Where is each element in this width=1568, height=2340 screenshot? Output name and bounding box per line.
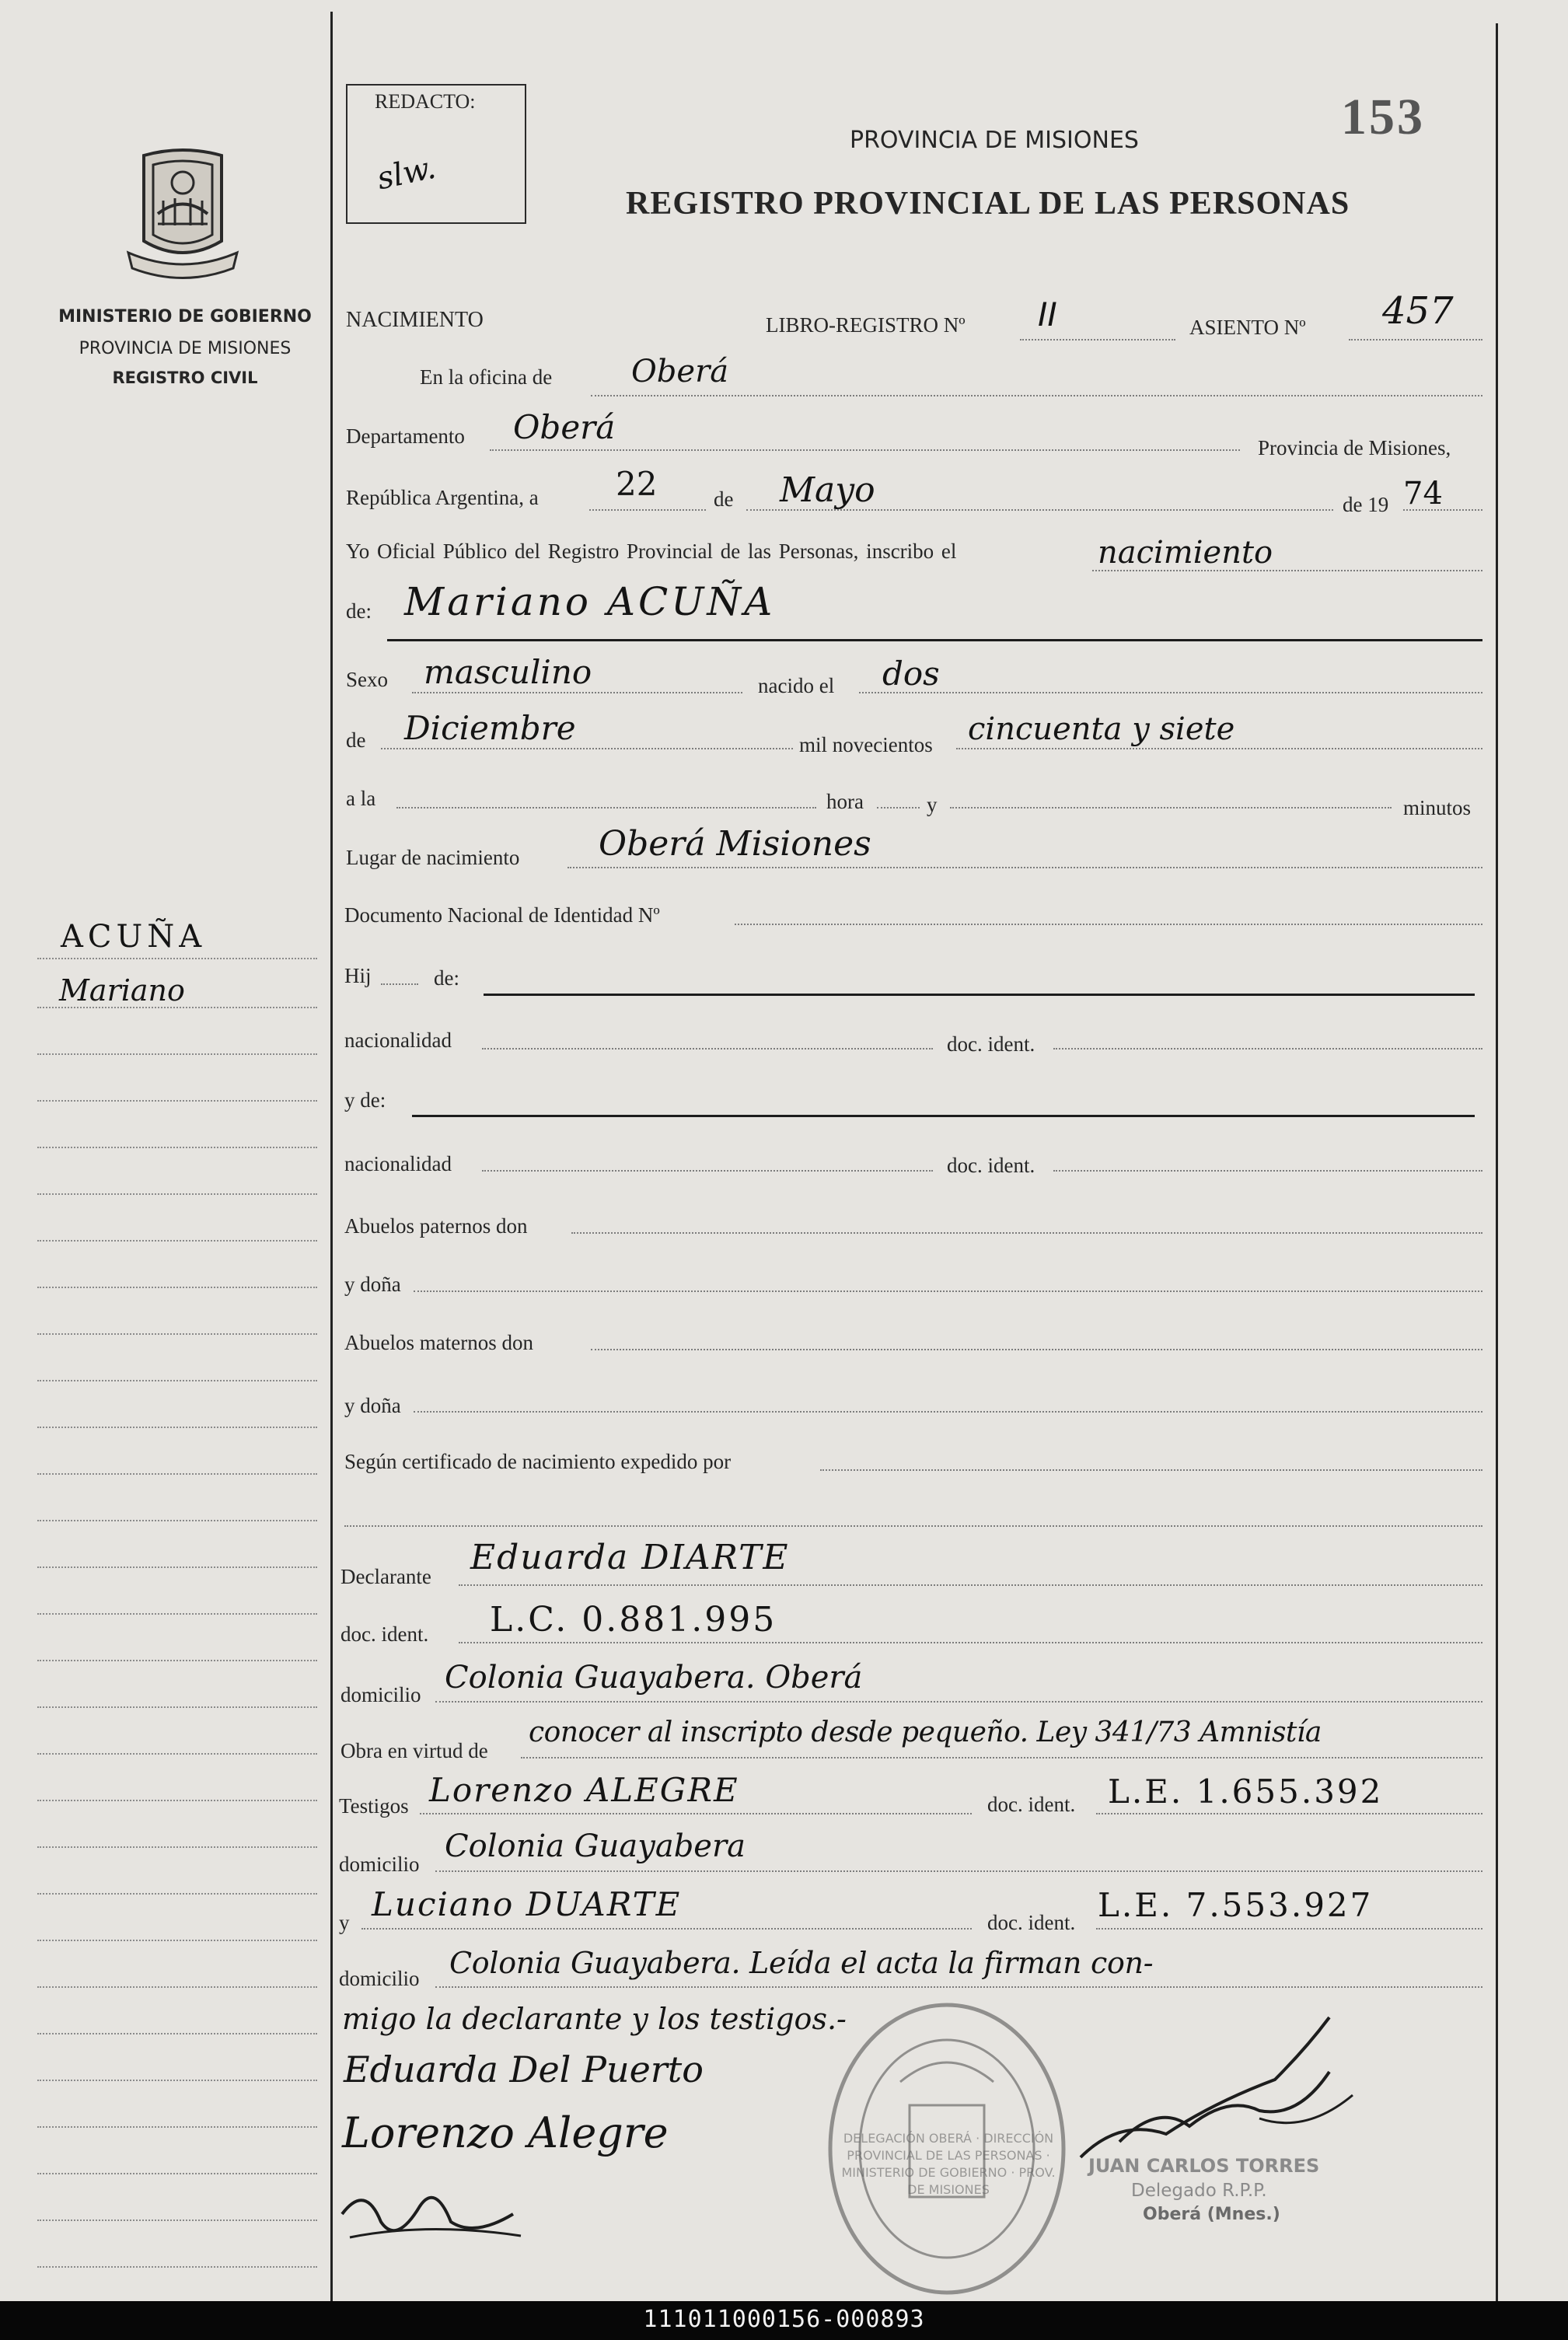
de-colon-label: de: — [346, 599, 372, 623]
domicilio-t1-rule — [435, 1870, 1482, 1872]
minutos-rule — [950, 807, 1392, 809]
nacionalidad-1-rule — [482, 1048, 933, 1050]
margin-rule — [37, 1007, 317, 1008]
republica-label: República Argentina, a — [346, 486, 539, 509]
dni-label: Documento Nacional de Identidad Nº — [344, 903, 660, 927]
dia-value: 22 — [616, 465, 658, 503]
closing-text: migo la declarante y los testigos.- — [342, 2002, 847, 2036]
segun-label: Según certificado de nacimiento expedido por — [344, 1450, 732, 1473]
sexo-label: Sexo — [346, 668, 388, 691]
declarante-value: Eduarda DIARTE — [470, 1538, 790, 1577]
doc-ident-t2-value: L.E. 7.553.927 — [1098, 1886, 1374, 1924]
hora-label: hora — [826, 790, 864, 813]
departamento-rule — [490, 449, 1240, 451]
obra-rule — [521, 1757, 1482, 1758]
signature-testigo-2 — [334, 2167, 536, 2253]
a-la-label: a la — [346, 787, 376, 810]
doc-ident-t1-value: L.E. 1.655.392 — [1108, 1772, 1384, 1811]
margin-rule — [37, 2033, 317, 2034]
margin-rule — [37, 2126, 317, 2128]
domicilio-t1-label: domicilio — [339, 1853, 420, 1876]
ministry-province: PROVINCIA DE MISIONES — [79, 339, 292, 358]
margin-rule — [37, 2080, 317, 2081]
margin-rule — [37, 1427, 317, 1428]
anio-nac-value: cincuenta y siete — [968, 711, 1235, 747]
domicilio-decl-label: domicilio — [340, 1683, 421, 1706]
official-role: Delegado R.P.P. — [1131, 2181, 1267, 2201]
testigo1-value: Lorenzo ALEGRE — [429, 1771, 739, 1809]
nacido-rule — [859, 692, 1482, 693]
margin-rule — [37, 1566, 317, 1568]
right-border-line — [1496, 23, 1498, 2301]
declarante-rule — [459, 1584, 1482, 1586]
abuelos-maternos-label: Abuelos maternos don — [344, 1331, 533, 1354]
dona-materna-rule — [414, 1411, 1482, 1413]
dia-rule — [589, 509, 706, 511]
nacionalidad-2-rule — [482, 1170, 933, 1172]
testigos-label: Testigos — [339, 1794, 409, 1818]
doc-ident-t1-label: doc. ident. — [987, 1793, 1076, 1816]
doc-ident-t1-rule — [1096, 1813, 1482, 1814]
page-number: 153 — [1341, 89, 1425, 145]
mes-nac-rule — [381, 748, 793, 749]
declarante-label: Declarante — [340, 1565, 431, 1588]
signature-testigo: Lorenzo Alegre — [342, 2108, 669, 2157]
margin-given-name: Mariano — [59, 973, 185, 1008]
official-signature — [1073, 2002, 1399, 2173]
doc-ident-2-label: doc. ident. — [947, 1154, 1035, 1177]
domicilio-t2-label: domicilio — [339, 1967, 420, 1990]
doc-ident-2-rule — [1053, 1170, 1482, 1172]
lugar-rule — [567, 867, 1482, 868]
oficina-rule — [591, 395, 1482, 396]
ministry-civil-registry: REGISTRO CIVIL — [112, 368, 258, 387]
sexo-value: masculino — [424, 653, 592, 691]
domicilio-decl-value: Colonia Guayabera. Oberá — [445, 1660, 863, 1696]
margin-rule — [37, 1100, 317, 1102]
acto-value: nacimiento — [1098, 535, 1273, 571]
signature-declarante: Eduarda Del Puerto — [344, 2048, 704, 2090]
testigo1-rule — [420, 1813, 972, 1814]
libro-label: LIBRO-REGISTRO Nº — [766, 313, 966, 337]
margin-rule — [37, 1333, 317, 1335]
segun-rule — [820, 1469, 1482, 1471]
anio-rule — [1403, 509, 1482, 511]
mes-nac-value: Diciembre — [404, 709, 576, 747]
hora-rule-2 — [877, 807, 920, 809]
margin-rule — [37, 1053, 317, 1055]
margin-divider-line — [330, 12, 333, 2301]
margin-rule — [37, 1380, 317, 1381]
doc-ident-t2-label: doc. ident. — [987, 1911, 1076, 1934]
hij-label: Hij — [344, 964, 372, 987]
ministry-title: MINISTERIO DE GOBIERNO — [58, 307, 312, 327]
margin-rule — [37, 1240, 317, 1242]
mes-value: Mayo — [780, 470, 875, 510]
anio-value: 74 — [1403, 476, 1443, 512]
de-label: de — [714, 487, 734, 511]
margin-rule — [37, 1473, 317, 1475]
abuelos-maternos-rule — [591, 1349, 1482, 1350]
nombre-rule — [387, 639, 1482, 641]
dni-rule — [735, 924, 1482, 925]
domicilio-t1-value: Colonia Guayabera — [445, 1828, 746, 1864]
margin-rule — [37, 1800, 317, 1801]
record-type: NACIMIENTO — [346, 308, 484, 332]
segun-rule-2 — [344, 1525, 1482, 1527]
redacto-initials: slw. — [374, 149, 439, 197]
asiento-rule — [1349, 339, 1482, 341]
y-de-label: y de: — [344, 1088, 386, 1112]
nombre-value: Mariano ACUÑA — [404, 579, 776, 624]
margin-surname: ACUÑA — [61, 919, 207, 955]
libro-value: II — [1038, 295, 1057, 334]
margin-rule — [37, 1520, 317, 1521]
coat-of-arms-emblem — [120, 148, 245, 284]
margin-rule — [37, 1706, 317, 1708]
margin-rule — [37, 1753, 317, 1755]
mil-novecientos-label: mil novecientos — [799, 733, 933, 756]
asiento-value: 457 — [1382, 289, 1454, 333]
doc-ident-1-label: doc. ident. — [947, 1032, 1035, 1056]
domicilio-t2-rule — [435, 1986, 1482, 1988]
hij-de-label: de: — [434, 966, 459, 990]
domicilio-t2-value: Colonia Guayabera. Leída el acta la firman con- — [449, 1946, 1154, 1980]
margin-rule — [37, 2173, 317, 2174]
libro-rule — [1020, 339, 1175, 341]
margin-rule — [37, 2266, 317, 2268]
y-testigo-label: y — [339, 1911, 350, 1934]
doc-ident-decl-value: L.C. 0.881.995 — [490, 1600, 777, 1640]
minutos-label: minutos — [1403, 796, 1472, 819]
margin-rule — [37, 1287, 317, 1288]
margin-rule — [37, 2220, 317, 2221]
footer-identifier: 111011000156-000893 — [643, 2306, 925, 2333]
testigo2-value: Luciano DUARTE — [372, 1885, 682, 1923]
domicilio-decl-rule — [435, 1701, 1482, 1703]
y-label: y — [927, 793, 938, 816]
doc-ident-t2-rule — [1096, 1928, 1482, 1930]
margin-rule — [37, 1940, 317, 1941]
de2-label: de — [346, 728, 366, 752]
margin-rule — [37, 1660, 317, 1661]
margin-rule — [37, 1846, 317, 1848]
doc-ident-1-rule — [1053, 1048, 1482, 1050]
dona-materna-label: y doña — [344, 1394, 401, 1417]
nacido-label: nacido el — [758, 674, 835, 697]
asiento-label: ASIENTO Nº — [1189, 316, 1306, 339]
province-heading: PROVINCIA DE MISIONES — [850, 127, 1139, 154]
doc-ident-decl-label: doc. ident. — [340, 1622, 429, 1646]
official-place: Oberá (Mnes.) — [1143, 2205, 1280, 2224]
nacionalidad-1-label: nacionalidad — [344, 1029, 452, 1052]
nacionalidad-2-label: nacionalidad — [344, 1152, 452, 1175]
sexo-rule — [412, 692, 742, 693]
margin-rule — [37, 958, 317, 959]
seal-text: DELEGACIÓN OBERÁ · DIRECCIÓN PROVINCIAL DE LAS PERSONAS · MINISTERIO DE GOBIERNO · PROV. DE MISIONES — [841, 2131, 1056, 2197]
departamento-label: Departamento — [346, 424, 465, 448]
hora-rule-1 — [396, 807, 816, 809]
margin-rule — [37, 1986, 317, 1988]
registry-title: REGISTRO PROVINCIAL DE LAS PERSONAS — [626, 186, 1350, 222]
doc-ident-decl-rule — [459, 1642, 1482, 1643]
lugar-label: Lugar de nacimiento — [346, 846, 520, 869]
margin-rule — [37, 1613, 317, 1615]
lugar-value: Oberá Misiones — [599, 824, 871, 864]
nacido-value: dos — [882, 655, 940, 693]
official-name: JUAN CARLOS TORRES — [1088, 2155, 1320, 2177]
oficina-value: Oberá — [631, 354, 729, 389]
margin-rule — [37, 1147, 317, 1148]
margin-rule — [37, 1893, 317, 1895]
dona-paterna-rule — [414, 1290, 1482, 1292]
provincia-label: Provincia de Misiones, — [1258, 436, 1451, 459]
anio-nac-rule — [956, 748, 1482, 749]
hij-rule — [381, 983, 418, 985]
departamento-value: Oberá — [513, 408, 616, 446]
dona-paterna-label: y doña — [344, 1273, 401, 1296]
oficial-text: Yo Oficial Público del Registro Provincial de las Personas, inscribo el — [346, 540, 957, 563]
obra-label: Obra en virtud de — [340, 1739, 488, 1762]
abuelos-paternos-rule — [571, 1232, 1482, 1234]
oficina-label: En la oficina de — [420, 365, 553, 389]
margin-rule — [37, 1193, 317, 1195]
padre-rule — [484, 994, 1475, 996]
obra-value: conocer al inscripto desde pequeño. Ley 341/73 Amnistía — [529, 1717, 1322, 1748]
madre-rule — [412, 1115, 1475, 1117]
redacto-label: REDACTO: — [375, 90, 476, 113]
testigo2-rule — [361, 1928, 972, 1930]
abuelos-paternos-label: Abuelos paternos don — [344, 1214, 528, 1238]
anio-label: de 19 — [1343, 493, 1389, 516]
